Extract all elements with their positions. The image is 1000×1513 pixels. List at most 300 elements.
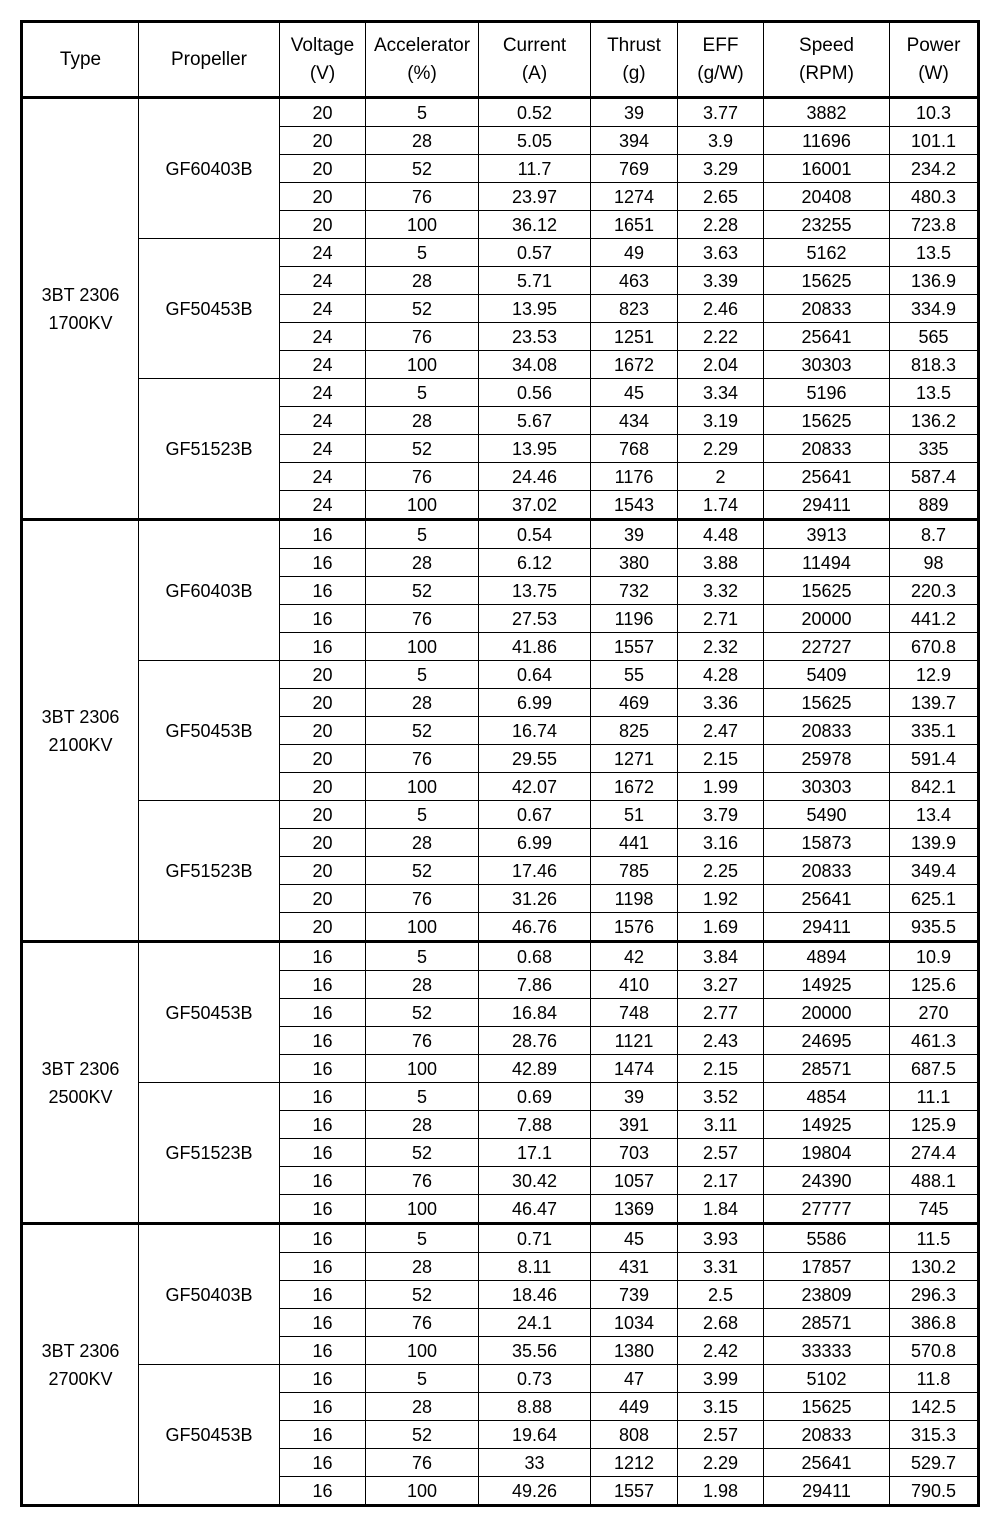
speed-cell: 15625	[764, 689, 890, 717]
header-propeller-label: Propeller	[170, 48, 248, 70]
accelerator-cell: 52	[366, 295, 479, 323]
table-row	[22, 98, 979, 127]
accelerator-cell: 28	[366, 689, 479, 717]
voltage-cell: 16	[280, 1309, 366, 1337]
power-cell: 745	[890, 1195, 979, 1224]
accelerator-cell: 76	[366, 1027, 479, 1055]
thrust-cell: 1057	[591, 1167, 678, 1195]
voltage-cell: 20	[280, 689, 366, 717]
voltage-cell: 20	[280, 155, 366, 183]
eff-cell: 3.88	[678, 549, 764, 577]
eff-cell: 2.25	[678, 857, 764, 885]
accelerator-cell: 76	[366, 183, 479, 211]
thrust-cell: 1557	[591, 1477, 678, 1506]
current-cell: 6.99	[479, 829, 591, 857]
power-cell: 587.4	[890, 463, 979, 491]
thrust-cell: 785	[591, 857, 678, 885]
speed-cell: 15625	[764, 577, 890, 605]
voltage-cell: 24	[280, 407, 366, 435]
header-thrust	[591, 22, 678, 98]
speed-cell: 20833	[764, 295, 890, 323]
power-cell: 220.3	[890, 577, 979, 605]
voltage-cell: 16	[280, 633, 366, 661]
current-cell: 7.88	[479, 1111, 591, 1139]
accelerator-cell: 100	[366, 633, 479, 661]
power-cell: 790.5	[890, 1477, 979, 1506]
speed-cell: 17857	[764, 1253, 890, 1281]
accelerator-cell: 52	[366, 435, 479, 463]
accelerator-cell: 52	[366, 1421, 479, 1449]
thrust-cell: 51	[591, 801, 678, 829]
accelerator-cell: 5	[366, 239, 479, 267]
voltage-cell: 16	[280, 1055, 366, 1083]
current-cell: 7.86	[479, 971, 591, 999]
propeller-cell: GF51523B	[139, 379, 280, 520]
power-cell: 488.1	[890, 1167, 979, 1195]
power-cell: 723.8	[890, 211, 979, 239]
eff-cell: 3.36	[678, 689, 764, 717]
speed-cell: 28571	[764, 1309, 890, 1337]
eff-cell: 1.69	[678, 913, 764, 942]
voltage-cell: 16	[280, 999, 366, 1027]
power-cell: 591.4	[890, 745, 979, 773]
propeller-cell: GF60403B	[139, 520, 280, 661]
eff-cell: 3.93	[678, 1224, 764, 1253]
thrust-cell: 769	[591, 155, 678, 183]
power-cell: 565	[890, 323, 979, 351]
power-cell: 125.6	[890, 971, 979, 999]
eff-cell: 3.84	[678, 942, 764, 971]
thrust-cell: 42	[591, 942, 678, 971]
speed-cell: 3913	[764, 520, 890, 549]
speed-cell: 25641	[764, 885, 890, 913]
table-row	[22, 1224, 979, 1253]
power-cell: 935.5	[890, 913, 979, 942]
power-cell: 461.3	[890, 1027, 979, 1055]
header-power-unit: (W)	[918, 62, 949, 84]
power-cell: 349.4	[890, 857, 979, 885]
power-cell: 570.8	[890, 1337, 979, 1365]
current-cell: 46.76	[479, 913, 591, 942]
current-cell: 0.71	[479, 1224, 591, 1253]
eff-cell: 3.52	[678, 1083, 764, 1111]
speed-cell: 30303	[764, 351, 890, 379]
speed-cell: 25641	[764, 463, 890, 491]
header-voltage	[280, 22, 366, 98]
header-accelerator	[366, 22, 479, 98]
eff-cell: 1.99	[678, 773, 764, 801]
accelerator-cell: 100	[366, 1195, 479, 1224]
thrust-cell: 1034	[591, 1309, 678, 1337]
speed-cell: 33333	[764, 1337, 890, 1365]
speed-cell: 15625	[764, 1393, 890, 1421]
current-cell: 6.12	[479, 549, 591, 577]
speed-cell: 24390	[764, 1167, 890, 1195]
eff-cell: 3.16	[678, 829, 764, 857]
voltage-cell: 16	[280, 942, 366, 971]
current-cell: 17.1	[479, 1139, 591, 1167]
power-cell: 11.5	[890, 1224, 979, 1253]
voltage-cell: 16	[280, 1224, 366, 1253]
voltage-cell: 20	[280, 717, 366, 745]
thrust-cell: 703	[591, 1139, 678, 1167]
eff-cell: 2.29	[678, 1449, 764, 1477]
power-cell: 125.9	[890, 1111, 979, 1139]
speed-cell: 20833	[764, 435, 890, 463]
speed-cell: 20833	[764, 717, 890, 745]
eff-cell: 1.74	[678, 491, 764, 520]
propeller-cell: GF50403B	[139, 1224, 280, 1365]
voltage-cell: 20	[280, 661, 366, 689]
speed-cell: 19804	[764, 1139, 890, 1167]
thrust-cell: 1196	[591, 605, 678, 633]
accelerator-cell: 5	[366, 661, 479, 689]
power-cell: 11.1	[890, 1083, 979, 1111]
accelerator-cell: 5	[366, 942, 479, 971]
eff-cell: 3.15	[678, 1393, 764, 1421]
header-accelerator-unit: (%)	[407, 62, 437, 84]
power-cell: 335.1	[890, 717, 979, 745]
current-cell: 5.67	[479, 407, 591, 435]
current-cell: 11.7	[479, 155, 591, 183]
eff-cell: 2.47	[678, 717, 764, 745]
propeller-cell: GF50453B	[139, 661, 280, 801]
voltage-cell: 20	[280, 183, 366, 211]
accelerator-cell: 28	[366, 971, 479, 999]
current-cell: 6.99	[479, 689, 591, 717]
thrust-cell: 1474	[591, 1055, 678, 1083]
speed-cell: 14925	[764, 971, 890, 999]
power-cell: 480.3	[890, 183, 979, 211]
thrust-cell: 39	[591, 1083, 678, 1111]
power-cell: 136.2	[890, 407, 979, 435]
thrust-cell: 1672	[591, 351, 678, 379]
motor-type-cell	[22, 98, 139, 520]
speed-cell: 22727	[764, 633, 890, 661]
header-type	[22, 22, 139, 98]
thrust-cell: 469	[591, 689, 678, 717]
accelerator-cell: 5	[366, 98, 479, 127]
current-cell: 19.64	[479, 1421, 591, 1449]
propeller-cell: GF50453B	[139, 1365, 280, 1506]
eff-cell: 3.11	[678, 1111, 764, 1139]
accelerator-cell: 100	[366, 1337, 479, 1365]
voltage-cell: 16	[280, 605, 366, 633]
header-propeller	[139, 22, 280, 98]
speed-cell: 11696	[764, 127, 890, 155]
power-cell: 529.7	[890, 1449, 979, 1477]
table-row	[22, 1083, 979, 1111]
thrust-cell: 449	[591, 1393, 678, 1421]
current-cell: 42.89	[479, 1055, 591, 1083]
motor-kv: 2700KV	[48, 1368, 113, 1389]
voltage-cell: 16	[280, 520, 366, 549]
propeller-cell: GF51523B	[139, 801, 280, 942]
speed-cell: 3882	[764, 98, 890, 127]
thrust-cell: 808	[591, 1421, 678, 1449]
current-cell: 17.46	[479, 857, 591, 885]
power-cell: 441.2	[890, 605, 979, 633]
current-cell: 34.08	[479, 351, 591, 379]
voltage-cell: 24	[280, 295, 366, 323]
speed-cell: 29411	[764, 491, 890, 520]
header-current-unit: (A)	[521, 62, 548, 84]
speed-cell: 20408	[764, 183, 890, 211]
current-cell: 8.88	[479, 1393, 591, 1421]
accelerator-cell: 52	[366, 577, 479, 605]
speed-cell: 5409	[764, 661, 890, 689]
power-cell: 625.1	[890, 885, 979, 913]
thrust-cell: 825	[591, 717, 678, 745]
accelerator-cell: 100	[366, 1477, 479, 1506]
power-cell: 274.4	[890, 1139, 979, 1167]
power-cell: 334.9	[890, 295, 979, 323]
current-cell: 42.07	[479, 773, 591, 801]
motor-kv: 1700KV	[48, 312, 113, 333]
eff-cell: 2.22	[678, 323, 764, 351]
header-type-label: Type	[59, 48, 102, 70]
current-cell: 27.53	[479, 605, 591, 633]
header-speed-unit: (RPM)	[799, 62, 854, 84]
eff-cell: 2.15	[678, 1055, 764, 1083]
motor-kv: 2500KV	[48, 1086, 113, 1107]
power-cell: 842.1	[890, 773, 979, 801]
current-cell: 41.86	[479, 633, 591, 661]
power-cell: 142.5	[890, 1393, 979, 1421]
current-cell: 0.69	[479, 1083, 591, 1111]
propeller-cell: GF50453B	[139, 239, 280, 379]
speed-cell: 15625	[764, 407, 890, 435]
thrust-cell: 1212	[591, 1449, 678, 1477]
power-cell: 335	[890, 435, 979, 463]
power-cell: 234.2	[890, 155, 979, 183]
speed-cell: 20833	[764, 857, 890, 885]
current-cell: 5.71	[479, 267, 591, 295]
accelerator-cell: 5	[366, 379, 479, 407]
current-cell: 0.67	[479, 801, 591, 829]
current-cell: 13.95	[479, 295, 591, 323]
table-row	[22, 239, 979, 267]
propeller-cell: GF60403B	[139, 98, 280, 239]
voltage-cell: 16	[280, 549, 366, 577]
header-current	[479, 22, 591, 98]
current-cell: 16.84	[479, 999, 591, 1027]
eff-cell: 3.34	[678, 379, 764, 407]
power-cell: 818.3	[890, 351, 979, 379]
thrust-cell: 1271	[591, 745, 678, 773]
current-cell: 36.12	[479, 211, 591, 239]
accelerator-cell: 52	[366, 155, 479, 183]
voltage-cell: 20	[280, 913, 366, 942]
current-cell: 29.55	[479, 745, 591, 773]
power-cell: 101.1	[890, 127, 979, 155]
accelerator-cell: 76	[366, 323, 479, 351]
thrust-cell: 739	[591, 1281, 678, 1309]
eff-cell: 2.04	[678, 351, 764, 379]
current-cell: 13.75	[479, 577, 591, 605]
power-cell: 139.7	[890, 689, 979, 717]
voltage-cell: 16	[280, 1111, 366, 1139]
thrust-cell: 55	[591, 661, 678, 689]
header-current-label: Current	[502, 34, 567, 56]
current-cell: 18.46	[479, 1281, 591, 1309]
speed-cell: 20833	[764, 1421, 890, 1449]
eff-cell: 2.65	[678, 183, 764, 211]
thrust-cell: 823	[591, 295, 678, 323]
speed-cell: 16001	[764, 155, 890, 183]
header-thrust-label: Thrust	[607, 34, 661, 56]
thrust-cell: 1672	[591, 773, 678, 801]
accelerator-cell: 100	[366, 351, 479, 379]
speed-cell: 29411	[764, 913, 890, 942]
accelerator-cell: 5	[366, 1365, 479, 1393]
current-cell: 8.11	[479, 1253, 591, 1281]
thrust-cell: 1557	[591, 633, 678, 661]
eff-cell: 3.9	[678, 127, 764, 155]
eff-cell: 2.5	[678, 1281, 764, 1309]
power-cell: 670.8	[890, 633, 979, 661]
current-cell: 35.56	[479, 1337, 591, 1365]
power-cell: 98	[890, 549, 979, 577]
voltage-cell: 20	[280, 773, 366, 801]
speed-cell: 15625	[764, 267, 890, 295]
voltage-cell: 20	[280, 745, 366, 773]
thrust-cell: 768	[591, 435, 678, 463]
eff-cell: 2.46	[678, 295, 764, 323]
accelerator-cell: 100	[366, 913, 479, 942]
header-power	[890, 22, 979, 98]
voltage-cell: 16	[280, 1421, 366, 1449]
current-cell: 23.53	[479, 323, 591, 351]
speed-cell: 30303	[764, 773, 890, 801]
voltage-cell: 24	[280, 351, 366, 379]
power-cell: 889	[890, 491, 979, 520]
power-cell: 130.2	[890, 1253, 979, 1281]
header-eff-label: EFF	[702, 34, 739, 56]
current-cell: 23.97	[479, 183, 591, 211]
current-cell: 24.1	[479, 1309, 591, 1337]
accelerator-cell: 52	[366, 1139, 479, 1167]
accelerator-cell: 52	[366, 857, 479, 885]
accelerator-cell: 76	[366, 745, 479, 773]
current-cell: 28.76	[479, 1027, 591, 1055]
voltage-cell: 24	[280, 435, 366, 463]
speed-cell: 5162	[764, 239, 890, 267]
voltage-cell: 16	[280, 1083, 366, 1111]
motor-model: 3BT 2306	[41, 284, 120, 305]
voltage-cell: 24	[280, 463, 366, 491]
motor-type-cell	[22, 520, 139, 942]
speed-cell: 29411	[764, 1477, 890, 1506]
table-row	[22, 379, 979, 407]
power-cell: 13.4	[890, 801, 979, 829]
eff-cell: 3.99	[678, 1365, 764, 1393]
eff-cell: 2.57	[678, 1139, 764, 1167]
eff-cell: 3.32	[678, 577, 764, 605]
speed-cell: 20000	[764, 999, 890, 1027]
motor-kv: 2100KV	[48, 734, 113, 755]
power-cell: 270	[890, 999, 979, 1027]
thrust-cell: 463	[591, 267, 678, 295]
speed-cell: 14925	[764, 1111, 890, 1139]
accelerator-cell: 100	[366, 1055, 479, 1083]
table-row	[22, 1365, 979, 1393]
speed-cell: 5196	[764, 379, 890, 407]
header-voltage-label: Voltage	[290, 34, 355, 56]
eff-cell: 3.19	[678, 407, 764, 435]
thrust-cell: 39	[591, 520, 678, 549]
eff-cell: 2.43	[678, 1027, 764, 1055]
eff-cell: 3.29	[678, 155, 764, 183]
eff-cell: 3.31	[678, 1253, 764, 1281]
thrust-cell: 1576	[591, 913, 678, 942]
eff-cell: 3.63	[678, 239, 764, 267]
voltage-cell: 20	[280, 885, 366, 913]
speed-cell: 25978	[764, 745, 890, 773]
accelerator-cell: 100	[366, 773, 479, 801]
voltage-cell: 20	[280, 98, 366, 127]
speed-cell: 23255	[764, 211, 890, 239]
speed-cell: 20000	[764, 605, 890, 633]
current-cell: 31.26	[479, 885, 591, 913]
current-cell: 30.42	[479, 1167, 591, 1195]
accelerator-cell: 28	[366, 1253, 479, 1281]
motor-test-table	[20, 20, 980, 1507]
speed-cell: 5490	[764, 801, 890, 829]
speed-cell: 5102	[764, 1365, 890, 1393]
accelerator-cell: 28	[366, 127, 479, 155]
thrust-cell: 1251	[591, 323, 678, 351]
thrust-cell: 49	[591, 239, 678, 267]
accelerator-cell: 28	[366, 407, 479, 435]
power-cell: 13.5	[890, 379, 979, 407]
accelerator-cell: 52	[366, 717, 479, 745]
power-cell: 10.3	[890, 98, 979, 127]
thrust-cell: 45	[591, 379, 678, 407]
current-cell: 46.47	[479, 1195, 591, 1224]
current-cell: 0.64	[479, 661, 591, 689]
accelerator-cell: 5	[366, 520, 479, 549]
table-row	[22, 520, 979, 549]
accelerator-cell: 28	[366, 1393, 479, 1421]
speed-cell: 4854	[764, 1083, 890, 1111]
power-cell: 13.5	[890, 239, 979, 267]
current-cell: 0.54	[479, 520, 591, 549]
voltage-cell: 16	[280, 1365, 366, 1393]
current-cell: 13.95	[479, 435, 591, 463]
accelerator-cell: 28	[366, 267, 479, 295]
eff-cell: 2.17	[678, 1167, 764, 1195]
voltage-cell: 24	[280, 491, 366, 520]
eff-cell: 1.98	[678, 1477, 764, 1506]
eff-cell: 4.48	[678, 520, 764, 549]
accelerator-cell: 52	[366, 999, 479, 1027]
thrust-cell: 1543	[591, 491, 678, 520]
table-row	[22, 661, 979, 689]
thrust-cell: 431	[591, 1253, 678, 1281]
speed-cell: 27777	[764, 1195, 890, 1224]
power-cell: 687.5	[890, 1055, 979, 1083]
eff-cell: 2.68	[678, 1309, 764, 1337]
voltage-cell: 16	[280, 1393, 366, 1421]
thrust-cell: 380	[591, 549, 678, 577]
voltage-cell: 20	[280, 829, 366, 857]
motor-model: 3BT 2306	[41, 706, 120, 727]
voltage-cell: 16	[280, 1027, 366, 1055]
accelerator-cell: 5	[366, 801, 479, 829]
voltage-cell: 16	[280, 1195, 366, 1224]
header-power-label: Power	[906, 34, 961, 56]
